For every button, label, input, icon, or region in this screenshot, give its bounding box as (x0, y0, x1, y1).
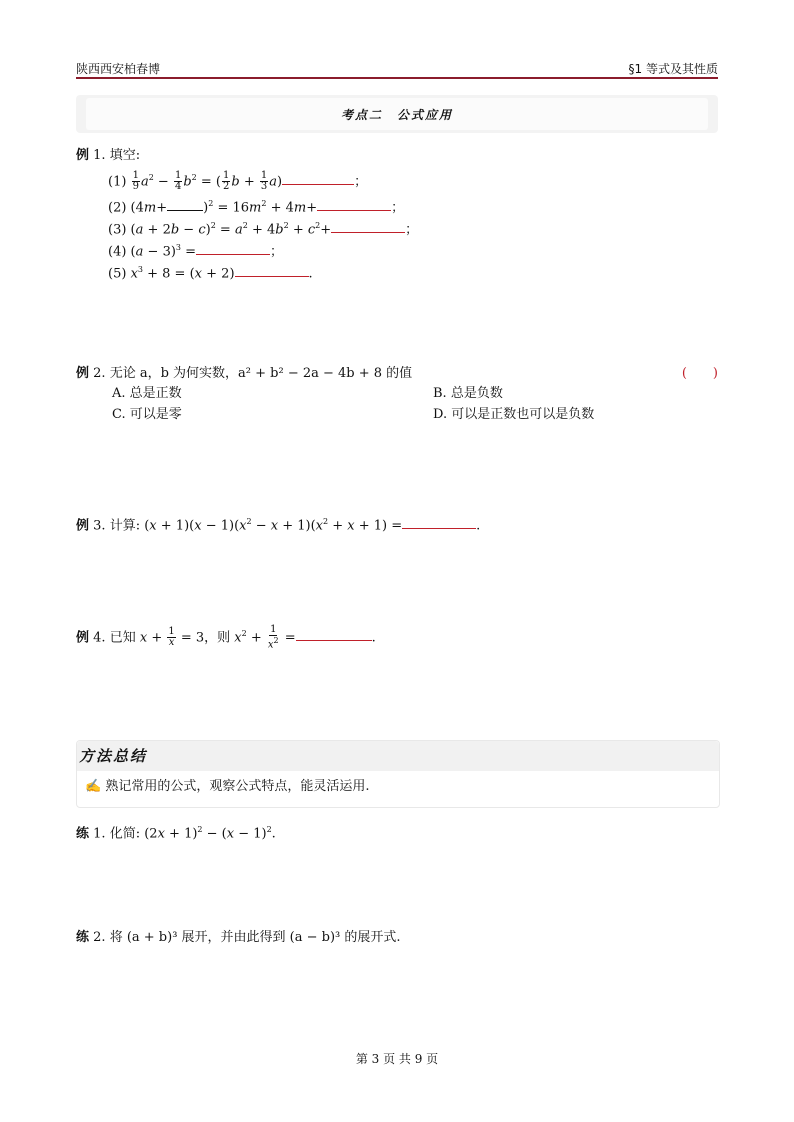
practice-2 (76, 928, 401, 948)
practice-1-title: 1. 化简: (93, 826, 141, 842)
page-footer: 第 3 页 共 9 页 (355, 1052, 439, 1066)
item-number: (2) (108, 200, 127, 216)
example-label: 例 (76, 366, 90, 381)
answer-blank[interactable] (167, 198, 203, 211)
example-2-heading (76, 364, 412, 384)
example-label: 例 (76, 518, 90, 534)
practice-1: 练 1. 化简: $(2x + 1)^2 - (x - 1)^2$. (76, 825, 276, 842)
option-c[interactable]: C. 可以是零 (112, 407, 182, 422)
answer-blank[interactable] (317, 198, 391, 211)
answer-blank[interactable] (235, 264, 309, 277)
item-number: (4) (108, 244, 127, 260)
answer-blank[interactable] (331, 220, 405, 233)
section-title: 考点二 公式应用 (86, 98, 708, 130)
header-left: 陕西西安柏春博 (76, 62, 161, 76)
ex1-item-3: (3) $(a + 2b - c)^2 = a^2 + 4b^2 + c^2+$ ； (108, 221, 419, 238)
item-number: (5) (108, 266, 127, 282)
method-summary-text: 熟记常用的公式，观察公式特点，能灵活运用. (105, 779, 370, 794)
practice-2-text: 2. 将 (a + b)³ 展开，并由此得到 (a − b)³ 的展开式. (93, 930, 401, 945)
example-1-title: 1. 填空: (93, 148, 141, 163)
example-1-heading (76, 146, 140, 166)
example-2-title: 2. 无论 a，b 为何实数，a² + b² − 2a − 4b + 8 的值 (93, 366, 413, 381)
answer-paren[interactable]: ( ) (681, 366, 718, 381)
answer-blank[interactable] (402, 516, 476, 529)
example-4-title: 4. 已知 (93, 630, 136, 646)
item-number: (1) (108, 174, 127, 190)
answer-blank[interactable] (196, 242, 270, 255)
ex1-item-1: (1) $\frac{1}{9}$ $a^2$ − $\frac{1}{4}$ $b^2$ = ( $\frac{1}{2}$ b + $\frac{1}{3}$ a) ； (108, 170, 368, 193)
option-b[interactable]: B. 总是负数 (433, 386, 503, 401)
example-4: 例 4. 已知 x + $\frac{1}{x}$ = 3，则 $x^2$ + $\frac{1}{x^2}$ = . (76, 624, 376, 651)
section-banner (76, 95, 718, 133)
method-summary-title: 方法总结 (77, 741, 719, 771)
ex1-item-5: (5) $x^3 + 8 = (x + 2)$ . (108, 265, 313, 282)
example-3: 例 3. 计算: $(x + 1)(x - 1)(x^2 - x + 1)(x^2 + x + 1)$ = . (76, 517, 481, 534)
header-rule (76, 77, 718, 79)
option-a[interactable]: A. 总是正数 (112, 386, 182, 401)
answer-blank[interactable] (282, 172, 354, 185)
item-number: (3) (108, 222, 127, 238)
example-label: 例 (76, 630, 90, 646)
practice-label: 练 (76, 930, 90, 945)
ex1-item-2: (2) $(4m+ )^2 = 16m^2 + 4m+$ ； (108, 199, 405, 216)
option-d[interactable]: D. 可以是正数也可以是负数 (433, 407, 595, 422)
practice-label: 练 (76, 826, 90, 842)
method-summary-body (85, 777, 369, 797)
header-right: §1 等式及其性质 (628, 62, 718, 76)
pen-icon: ✍ (85, 779, 102, 794)
ex1-item-4: (4) $(a - 3)^3$ = ； (108, 243, 284, 260)
example-label: 例 (76, 148, 90, 163)
example-3-title: 3. 计算: (93, 518, 141, 534)
answer-blank[interactable] (296, 628, 372, 641)
method-summary-box (76, 740, 720, 808)
